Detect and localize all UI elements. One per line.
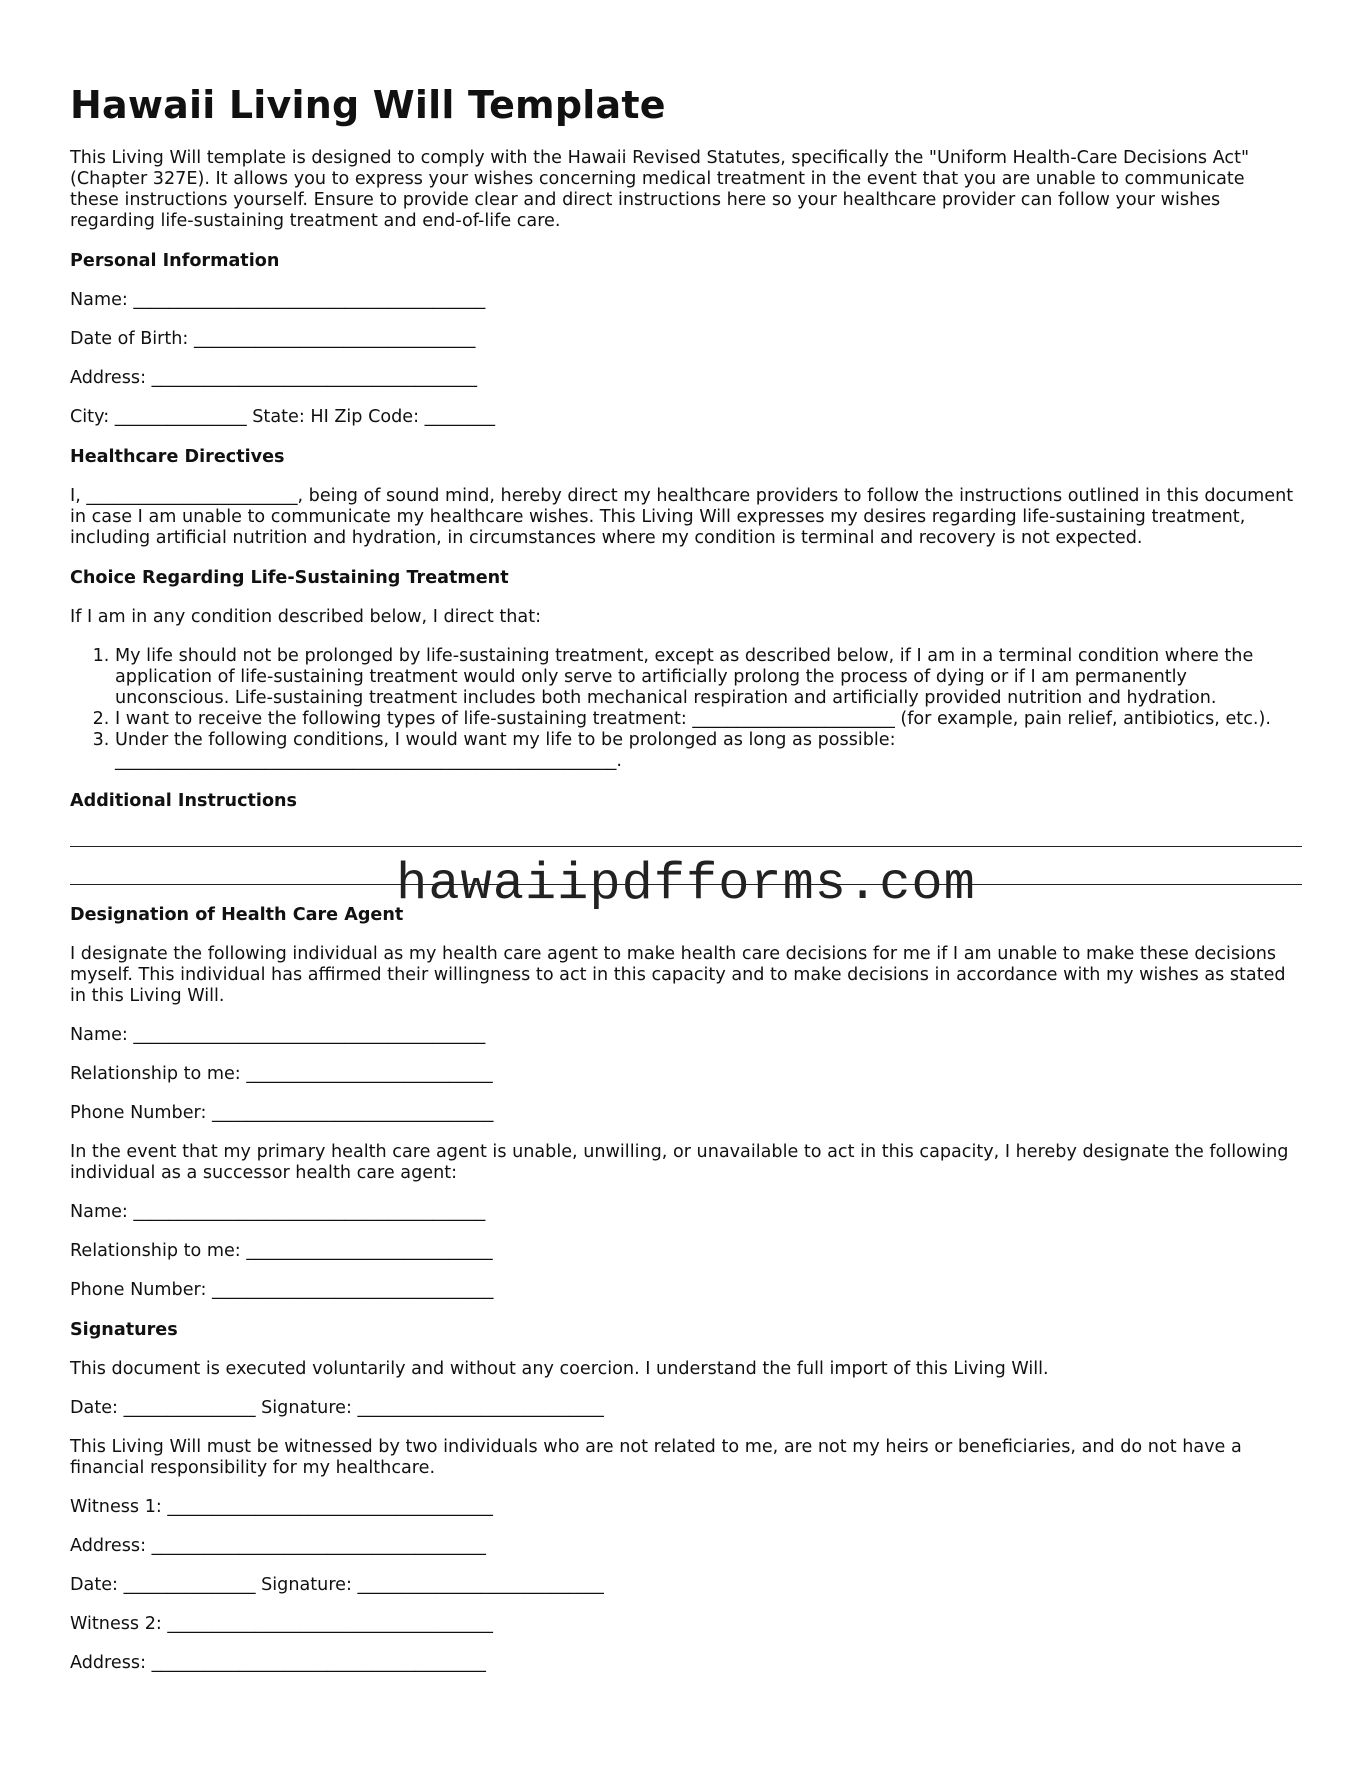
document-page (70, 0, 1302, 1674)
date-signature-field: Date: _______________ Signature: ____________________________ (70, 1398, 604, 1418)
choice-heading: Choice Regarding Life-Sustaining Treatment (70, 568, 509, 588)
list-item: 2. I want to receive the following types of life-sustaining treatment: _______________________ (for example, pain relief, antibiotics, etc.). (115, 709, 1302, 730)
intro-paragraph: This Living Will template is designed to comply with the Hawaii Revised Statutes, specifically the "Uniform Health-Care Decisions Act" (Chapter 327E). It allows you to express your wishes concerning medical treatment in the event that you are unable to communicate these instructions yourself. Ensure to provide clear and direct instructions here so your healthcare provider can follow your wishes regarding life-sustaining treatment and end-of-life care. (70, 148, 1250, 231)
agent-name-field: Name: ________________________________________ (70, 1025, 486, 1045)
choice-list (70, 646, 1302, 772)
list-item: 3. Under the following conditions, I would want my life to be prolonged as long as possible: _________________________________________________________. (115, 730, 1302, 772)
watermark: hawaiipdfforms.com (396, 855, 976, 914)
directives-paragraph: I, ________________________, being of sound mind, hereby direct my healthcare providers to follow the instructions outlined in this document in case I am unable to communicate my healthcare wishes. This Living Will expresses my desires regarding life-sustaining treatment, including artificial nutrition and hydration, in circumstances where my condition is terminal and recovery is not expected. (70, 486, 1294, 548)
signatures-paragraph: This document is executed voluntarily and without any coercion. I understand the full import of this Living Will. (70, 1359, 1049, 1379)
witness-date-signature-field: Date: _______________ Signature: ____________________________ (70, 1575, 604, 1595)
address-field: Address: _____________________________________ (70, 368, 478, 388)
agent-relationship-field: Relationship to me: ____________________________ (70, 1064, 493, 1084)
page-title: Hawaii Living Will Template (70, 83, 666, 127)
witness-paragraph: This Living Will must be witnessed by two individuals who are not related to me, are not my heirs or beneficiaries, and do not have a financial responsibility for my healthcare. (70, 1437, 1242, 1478)
witness2-address-field: Address: ______________________________________ (70, 1653, 486, 1673)
witness1-field: Witness 1: _____________________________________ (70, 1497, 493, 1517)
healthcare-directives-heading: Healthcare Directives (70, 447, 285, 467)
instruction-line (70, 846, 1302, 847)
agent-phone-field: Phone Number: ________________________________ (70, 1103, 494, 1123)
additional-instructions-heading: Additional Instructions (70, 791, 298, 811)
successor-relationship-field: Relationship to me: ____________________________ (70, 1241, 493, 1261)
personal-info-heading: Personal Information (70, 251, 280, 271)
list-item: 1. My life should not be prolonged by life-sustaining treatment, except as described below, if I am in a terminal condition where the application of life-sustaining treatment would only serve to artificially prolong the process of dying or if I am permanently unconscious. Life-sustaining treatment includes both mechanical respiration and artificially provided nutrition and hydration. (115, 646, 1302, 709)
agent-paragraph: I designate the following individual as my health care agent to make health care decisions for me if I am unable to make these decisions myself. This individual has affirmed their willingness to act in this capacity and to make decisions in accordance with my wishes as stated in this Living Will. (70, 944, 1286, 1006)
signatures-heading: Signatures (70, 1320, 178, 1340)
city-state-zip-field: City: _______________ State: HI Zip Code: ________ (70, 407, 496, 427)
successor-phone-field: Phone Number: ________________________________ (70, 1280, 494, 1300)
witness1-address-field: Address: ______________________________________ (70, 1536, 486, 1556)
successor-paragraph: In the event that my primary health care agent is unable, unwilling, or unavailable to act in this capacity, I hereby designate the following individual as a successor health care agent: (70, 1142, 1289, 1183)
agent-heading: Designation of Health Care Agent (70, 905, 404, 925)
successor-name-field: Name: ________________________________________ (70, 1202, 486, 1222)
name-field: Name: ________________________________________ (70, 290, 486, 310)
witness2-field: Witness 2: _____________________________________ (70, 1614, 493, 1634)
dob-field: Date of Birth: ________________________________ (70, 329, 476, 349)
choice-lead: If I am in any condition described below, I direct that: (70, 607, 542, 627)
